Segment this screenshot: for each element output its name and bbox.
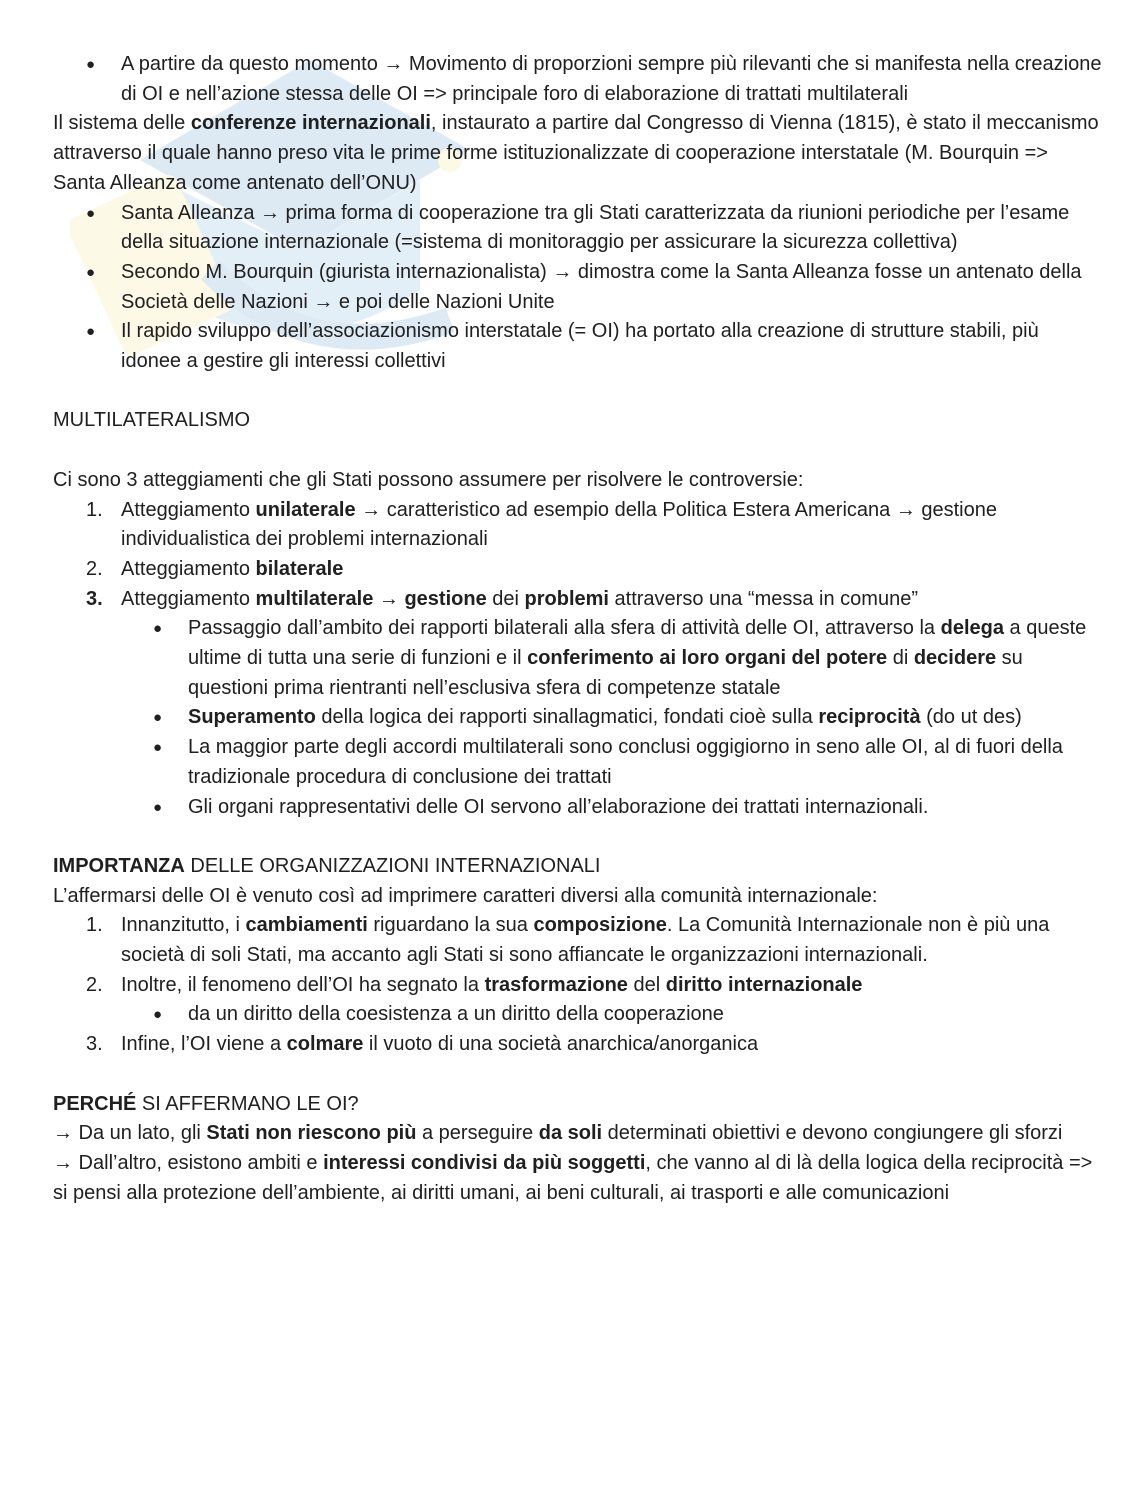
paragraph-conferenze: Il sistema delle conferenze internazionali, instaurato a partire dal Congresso di Vienna (1815), è stato il meccanismo attraverso il quale hanno preso vita le prime forme istituzionalizzate di cooperazione interstatale (M. Bourquin => Santa Alleanza come antenato dell’ONU)	[53, 112, 1099, 194]
conferenze-bullet-list	[53, 199, 1103, 377]
multilateralismo-intro: Ci sono 3 atteggiamenti che gli Stati possono assumere per risolvere le controversie:	[53, 468, 804, 491]
importanza-sub-list	[53, 1000, 1103, 1030]
list-item: ● A partire da questo momento → Movimento di proporzioni sempre più rilevanti che si manifesta nella creazione di OI e nell’azione stessa delle OI => principale foro di elaborazione di trattati multilaterali	[53, 50, 1103, 109]
list-item: ● Gli organi rappresentativi delle OI servono all’elaborazione dei trattati internazionali.	[53, 793, 1103, 823]
list-item: 1. Atteggiamento unilaterale → caratteristico ad esempio della Politica Estera Americana → gestione individualistica dei problemi internazionali	[86, 498, 997, 551]
importanza-list	[53, 911, 1103, 1000]
list-item: ● da un diritto della coesistenza a un diritto della cooperazione	[53, 1000, 1103, 1030]
list-item: ● Passaggio dall’ambito dei rapporti bilaterali alla sfera di attività delle OI, attraverso la delega a queste ultime di tutta una serie di funzioni e il conferimento ai loro organi del potere di decidere su questioni prima rientranti nell’esclusiva sfera di competenze statale	[53, 614, 1103, 703]
intro-bullet-list	[53, 50, 1103, 109]
list-item: ● La maggior parte degli accordi multilaterali sono conclusi oggigiorno in seno alle OI, al di fuori della tradizionale procedura di conclusione dei trattati	[53, 733, 1103, 792]
importanza-list-cont	[53, 1030, 1103, 1060]
heading-importanza: IMPORTANZA DELLE ORGANIZZAZIONI INTERNAZIONALI	[53, 854, 601, 877]
heading-perche: PERCHÉ SI AFFERMANO LE OI?	[53, 1092, 359, 1115]
importanza-intro: L’affermarsi delle OI è venuto così ad imprimere caratteri diversi alla comunità internazionale:	[53, 884, 878, 907]
multilateralismo-list	[53, 496, 1103, 615]
perche-line-2: → Dall’altro, esistono ambiti e interessi condivisi da più soggetti, che vanno al di là della logica della reciprocità => si pensi alla protezione dell’ambiente, ai diritti umani, ai beni culturali, ai trasporti e alle comunicazioni	[53, 1151, 1093, 1204]
list-item: ● Santa Alleanza → prima forma di cooperazione tra gli Stati caratterizzata da riunioni periodiche per l’esame della situazione internazionale (=sistema di monitoraggio per assicurare la sicurezza collettiva)	[53, 199, 1103, 258]
heading-multilateralismo: MULTILATERALISMO	[53, 409, 251, 432]
list-item: ● Il rapido sviluppo dell’associazionismo interstatale (= OI) ha portato alla creazione di strutture stabili, più idonee a gestire gli interessi collettivi	[53, 317, 1103, 376]
perche-line-1: → Da un lato, gli Stati non riescono più a perseguire da soli determinati obiettivi e devono congiungere gli sforzi	[53, 1122, 1063, 1145]
list-item: 3. Infine, l’OI viene a colmare il vuoto di una società anarchica/anorganica	[86, 1033, 759, 1056]
list-item: 2. Atteggiamento bilaterale	[86, 557, 344, 580]
list-item: 3. Atteggiamento multilaterale → gestione dei problemi attraverso una “messa in comune”	[86, 587, 918, 610]
list-item: 2. Inoltre, il fenomeno dell’OI ha segnato la trasformazione del diritto internazionale	[86, 973, 863, 996]
list-item: ● Superamento della logica dei rapporti sinallagmatici, fondati cioè sulla reciprocità (do ut des)	[53, 703, 1103, 733]
document-page	[53, 50, 1103, 1208]
multilateralismo-sub-list	[53, 614, 1103, 822]
list-item: ● Secondo M. Bourquin (giurista internazionalista) → dimostra come la Santa Alleanza fosse un antenato della Società delle Nazioni → e poi delle Nazioni Unite	[53, 258, 1103, 317]
list-item: 1. Innanzitutto, i cambiamenti riguardano la sua composizione. La Comunità Internazionale non è più una società di soli Stati, ma accanto agli Stati si sono affiancate le organizzazioni internazionali.	[86, 914, 1050, 967]
